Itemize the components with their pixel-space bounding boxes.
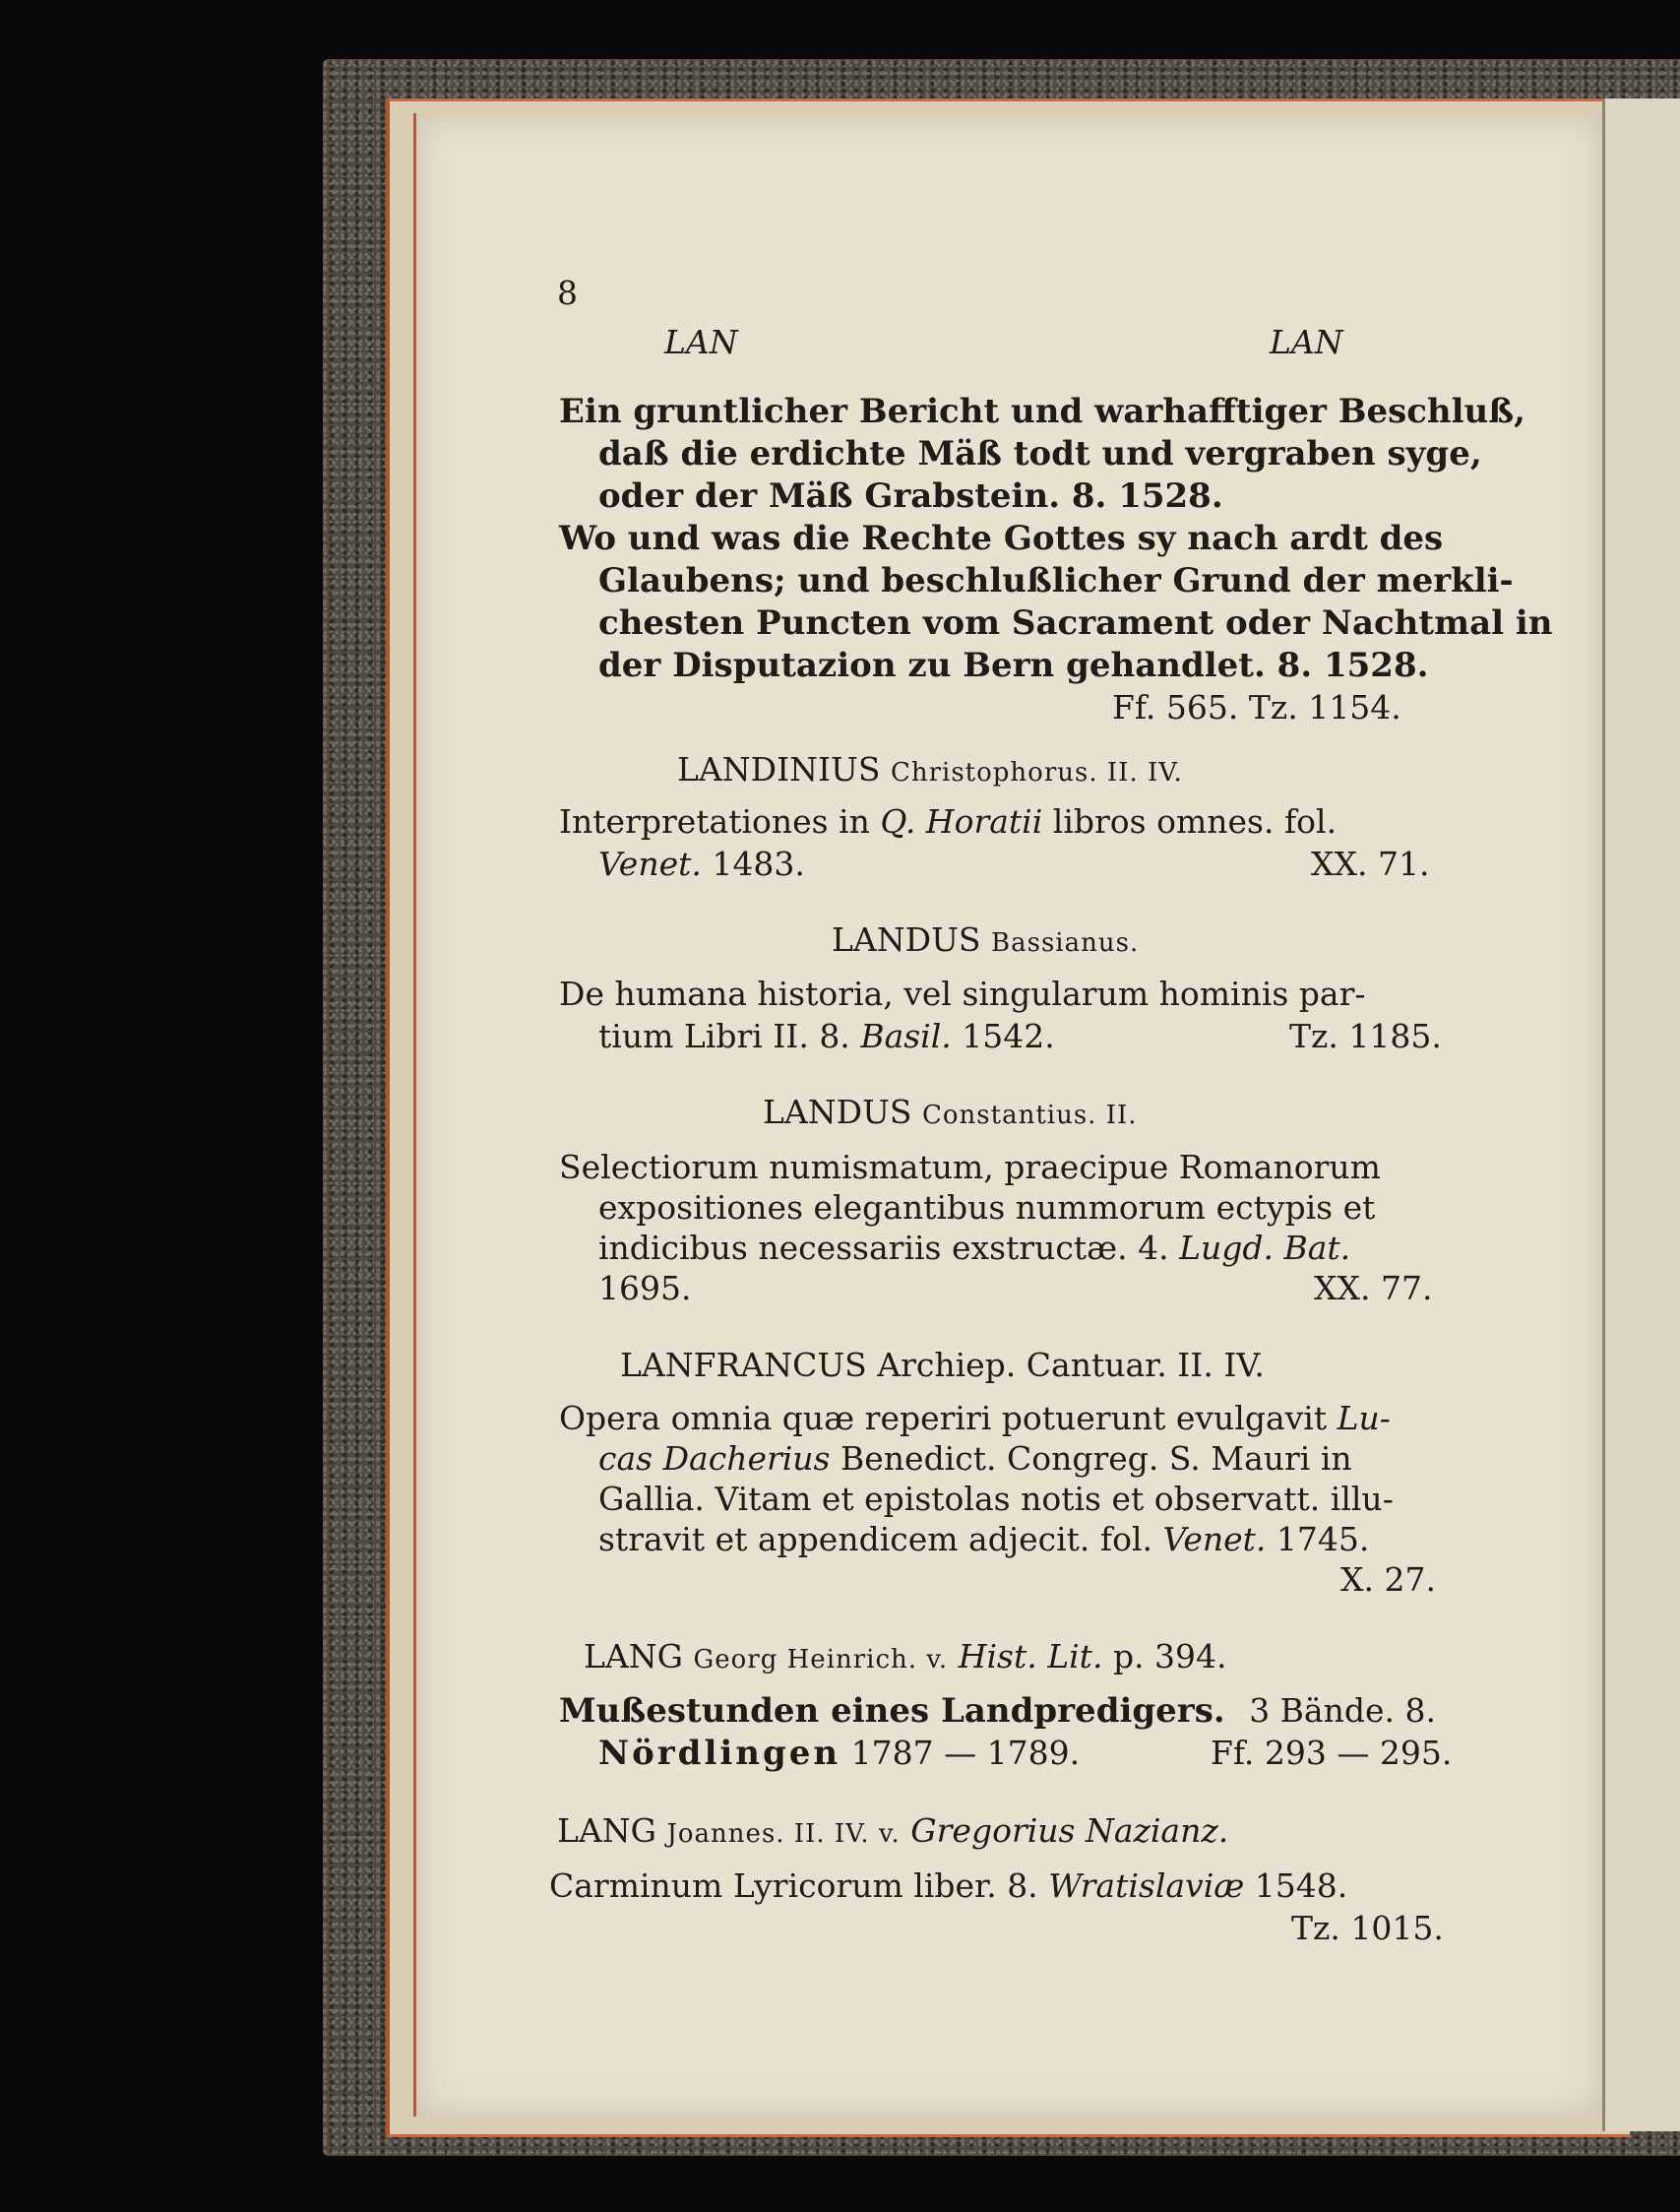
- author-name: LANFRANCUS: [620, 1346, 867, 1384]
- entry-text-line: daß die erdichte Mäß todt und vergraben syge,: [598, 434, 1482, 474]
- entry-text-line: [559, 1691, 1436, 1731]
- entry-text-line: Ein gruntlicher Bericht und warhafftiger Beschluß,: [559, 392, 1525, 431]
- text: 1745.: [1276, 1520, 1370, 1558]
- text: 1542.: [962, 1017, 1055, 1055]
- entry-text-line: oder der Mäß Grabstein. 8. 1528.: [598, 476, 1223, 516]
- entry-text-line: chesten Puncten vom Sacrament oder Nachtmal in: [598, 603, 1553, 643]
- author-name: LANDUS: [832, 920, 981, 959]
- text-italic: Venet.: [598, 845, 702, 883]
- entry-text-line: [598, 1229, 1350, 1268]
- author-rest: Joannes. II. IV. v.: [666, 1819, 901, 1849]
- entry-heading: [763, 1093, 1138, 1135]
- entry-text-line: [559, 802, 1337, 842]
- entry-text-line: [598, 1734, 1080, 1773]
- text-italic: Q. Horatii: [880, 802, 1043, 841]
- text-italic: Gregorius Nazianz.: [910, 1811, 1229, 1850]
- text: indicibus necessariis exstructæ. 4.: [598, 1229, 1169, 1267]
- entry-heading: [832, 920, 1139, 963]
- running-head-left: LAN: [664, 323, 738, 361]
- entry-text-line: [598, 845, 805, 884]
- text: 1483.: [712, 845, 805, 883]
- text: Benedict. Congreg. S. Mauri in: [840, 1439, 1352, 1478]
- text-italic: Hist. Lit.: [958, 1637, 1103, 1675]
- text-fraktur: Mußestunden eines Landpredigers.: [559, 1691, 1225, 1731]
- text-italic: Lugd. Bat.: [1179, 1229, 1351, 1267]
- entry-reference: XX. 71.: [1311, 845, 1430, 883]
- entry-text-line: [559, 1399, 1391, 1438]
- entry-text-line: [549, 1866, 1347, 1906]
- text-italic: Wratislaviæ: [1048, 1866, 1245, 1905]
- entry-text-line: der Disputazion zu Bern gehandlet. 8. 1528.: [598, 646, 1429, 685]
- entry-text-line: [598, 1439, 1352, 1479]
- entry-reference: XX. 77.: [1314, 1269, 1433, 1307]
- author-rest: Archiep. Cantuar. II. IV.: [877, 1346, 1265, 1384]
- entry-heading: [584, 1637, 1227, 1679]
- text: tium Libri II. 8.: [598, 1017, 850, 1055]
- author-rest: Christophorus. II. IV.: [890, 758, 1183, 788]
- text: Interpretationes in: [559, 802, 870, 841]
- text: Opera omnia quæ reperiri potuerunt evulgavit: [559, 1399, 1328, 1437]
- entry-text-line: Wo und was die Rechte Gottes sy nach ardt des: [559, 519, 1444, 558]
- author-name: LANDINIUS: [677, 750, 881, 789]
- entry-heading: [557, 1811, 1228, 1854]
- text: 1548.: [1254, 1866, 1348, 1905]
- author-name: LANG: [584, 1637, 683, 1675]
- entry-text-line: 1695.: [598, 1269, 692, 1307]
- text: 3 Bände. 8.: [1249, 1691, 1436, 1730]
- author-name: LANDUS: [763, 1093, 912, 1131]
- text: p. 394.: [1112, 1637, 1227, 1675]
- text: Carminum Lyricorum liber. 8.: [549, 1866, 1038, 1905]
- entry-text-line: De humana historia, vel singularum hominis par-: [559, 975, 1366, 1013]
- entry-text-line: [598, 1017, 1055, 1056]
- text: 1787 — 1789.: [850, 1734, 1081, 1772]
- entry-reference: Ff. 565. Tz. 1154.: [1112, 688, 1401, 727]
- entry-text-line: Gallia. Vitam et epistolas notis et observatt. illu-: [598, 1480, 1394, 1518]
- text-italic: Lu-: [1337, 1399, 1391, 1437]
- page-number: 8: [557, 274, 578, 312]
- text: libros omnes. fol.: [1052, 802, 1338, 841]
- entry-text-line: [598, 1520, 1369, 1559]
- entry-text-line: Glaubens; und beschlußlicher Grund der merkli-: [598, 561, 1514, 600]
- text: stravit et appendicem adjecit. fol.: [598, 1520, 1153, 1558]
- text-italic: Venet.: [1162, 1520, 1267, 1558]
- author-name: LANG: [557, 1811, 656, 1850]
- running-head-right: LAN: [1270, 323, 1343, 361]
- author-rest: Georg Heinrich. v.: [693, 1645, 949, 1675]
- entry-reference: Ff. 293 — 295.: [1211, 1734, 1453, 1772]
- entry-heading: [677, 750, 1183, 792]
- entry-reference: Tz. 1185.: [1289, 1017, 1442, 1055]
- facing-page-edge: [1602, 98, 1680, 2131]
- entry-heading: [620, 1346, 1265, 1385]
- text-fraktur: Nördlingen: [598, 1734, 841, 1773]
- author-rest: Bassianus.: [991, 928, 1140, 958]
- author-rest: Constantius. II.: [922, 1101, 1138, 1130]
- entry-reference: X. 27.: [1340, 1560, 1436, 1599]
- entry-text-line: expositiones elegantibus nummorum ectypis et: [598, 1188, 1376, 1227]
- entry-reference: Tz. 1015.: [1291, 1909, 1444, 1947]
- text-italic: Basil.: [860, 1017, 952, 1055]
- text-italic: cas Dacherius: [598, 1439, 831, 1478]
- entry-text-line: Selectiorum numismatum, praecipue Romanorum: [559, 1148, 1381, 1186]
